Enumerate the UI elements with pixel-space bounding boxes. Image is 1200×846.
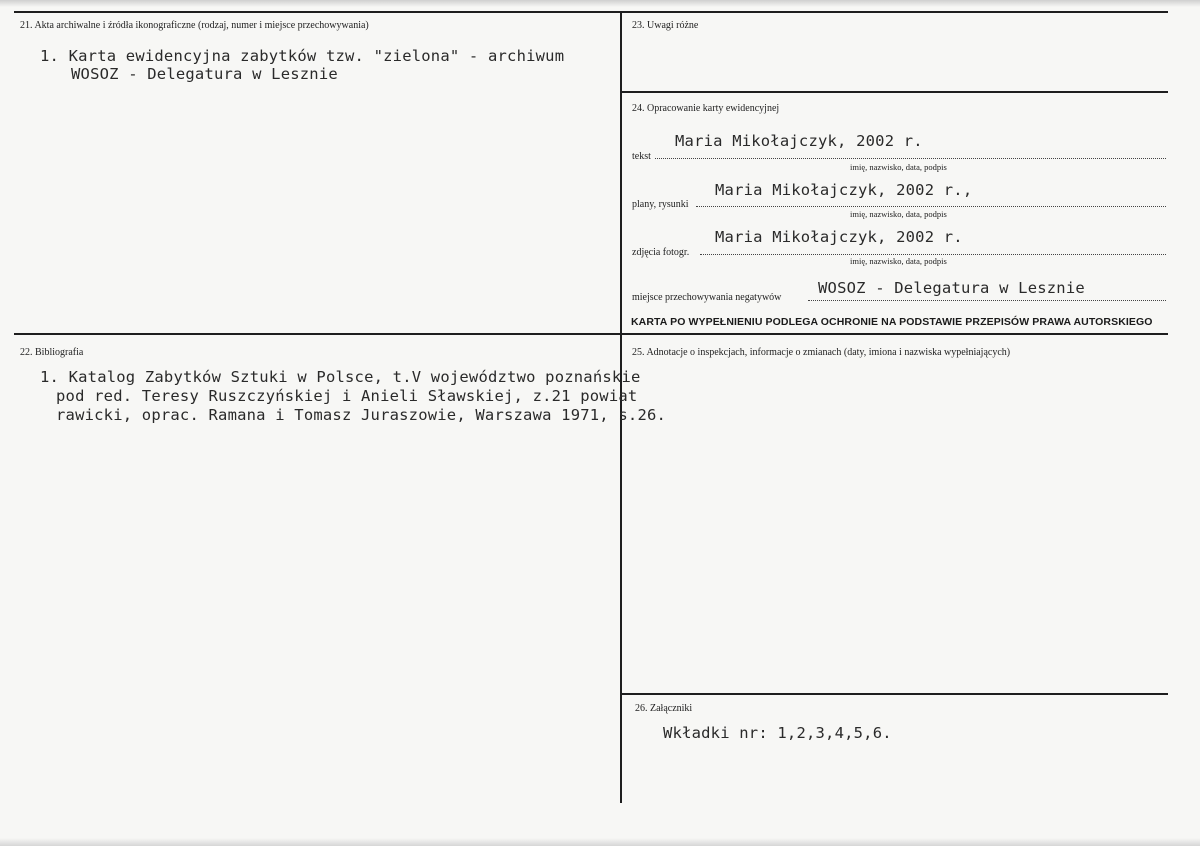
bibliography-line1: 1. Katalog Zabytków Sztuki w Polsce, t.V województwo poznańskie xyxy=(40,368,641,386)
negatives-location-line xyxy=(808,300,1166,301)
paper-edge-bottom xyxy=(0,838,1200,846)
section21-label: 21. Akta archiwalne i źródła ikonograficzne (rodzaj, numer i miejsce przechowywania) xyxy=(20,20,369,31)
text-author-label: tekst xyxy=(632,151,651,162)
section26-top-rule xyxy=(620,693,1168,695)
plans-author-value: Maria Mikołajczyk, 2002 r., xyxy=(715,181,973,199)
text-author-line xyxy=(655,158,1166,159)
section24-label: 24. Opracowanie karty ewidencyjnej xyxy=(632,103,780,114)
section26-label: 26. Załączniki xyxy=(635,703,693,714)
negatives-location-value: WOSOZ - Delegatura w Lesznie xyxy=(818,279,1085,297)
section22-label: 22. Bibliografia xyxy=(20,347,84,358)
paper-edge-top xyxy=(0,0,1200,7)
plans-author-caption: imię, nazwisko, data, podpis xyxy=(850,209,947,219)
photos-author-line xyxy=(700,254,1166,255)
top-rule xyxy=(14,11,1168,13)
text-author-caption: imię, nazwisko, data, podpis xyxy=(850,162,947,172)
section25-label: 25. Adnotacje o inspekcjach, informacje o zmianach (daty, imiona i nazwiska wypełniających) xyxy=(632,347,1011,358)
section21-entry-line1: 1. Karta ewidencyjna zabytków tzw. "zielona" - archiwum xyxy=(40,47,565,65)
photos-author-value: Maria Mikołajczyk, 2002 r. xyxy=(715,228,963,246)
plans-author-line xyxy=(696,206,1166,207)
copyright-notice: KARTA PO WYPEŁNIENIU PODLEGA OCHRONIE NA PODSTAWIE PRZEPISÓW PRAWA AUTORSKIEGO xyxy=(631,316,1153,328)
text-author-value: Maria Mikołajczyk, 2002 r. xyxy=(675,132,923,150)
attachments-value: Wkładki nr: 1,2,3,4,5,6. xyxy=(663,724,892,742)
section21-entry-line2: WOSOZ - Delegatura w Lesznie xyxy=(71,65,338,83)
bibliography-line3: rawicki, oprac. Ramana i Tomasz Juraszowie, Warszawa 1971, s.26. xyxy=(56,406,667,424)
section23-bottom-rule xyxy=(620,91,1168,93)
middle-rule xyxy=(14,333,1168,335)
photos-author-label: zdjęcia fotogr. xyxy=(632,247,690,258)
section23-label: 23. Uwagi różne xyxy=(632,20,699,31)
negatives-location-label: miejsce przechowywania negatywów xyxy=(632,292,782,303)
plans-author-label: plany, rysunki xyxy=(632,199,689,210)
photos-author-caption: imię, nazwisko, data, podpis xyxy=(850,256,947,266)
bibliography-line2: pod red. Teresy Ruszczyńskiej i Anieli Sławskiej, z.21 powiat xyxy=(56,387,638,405)
